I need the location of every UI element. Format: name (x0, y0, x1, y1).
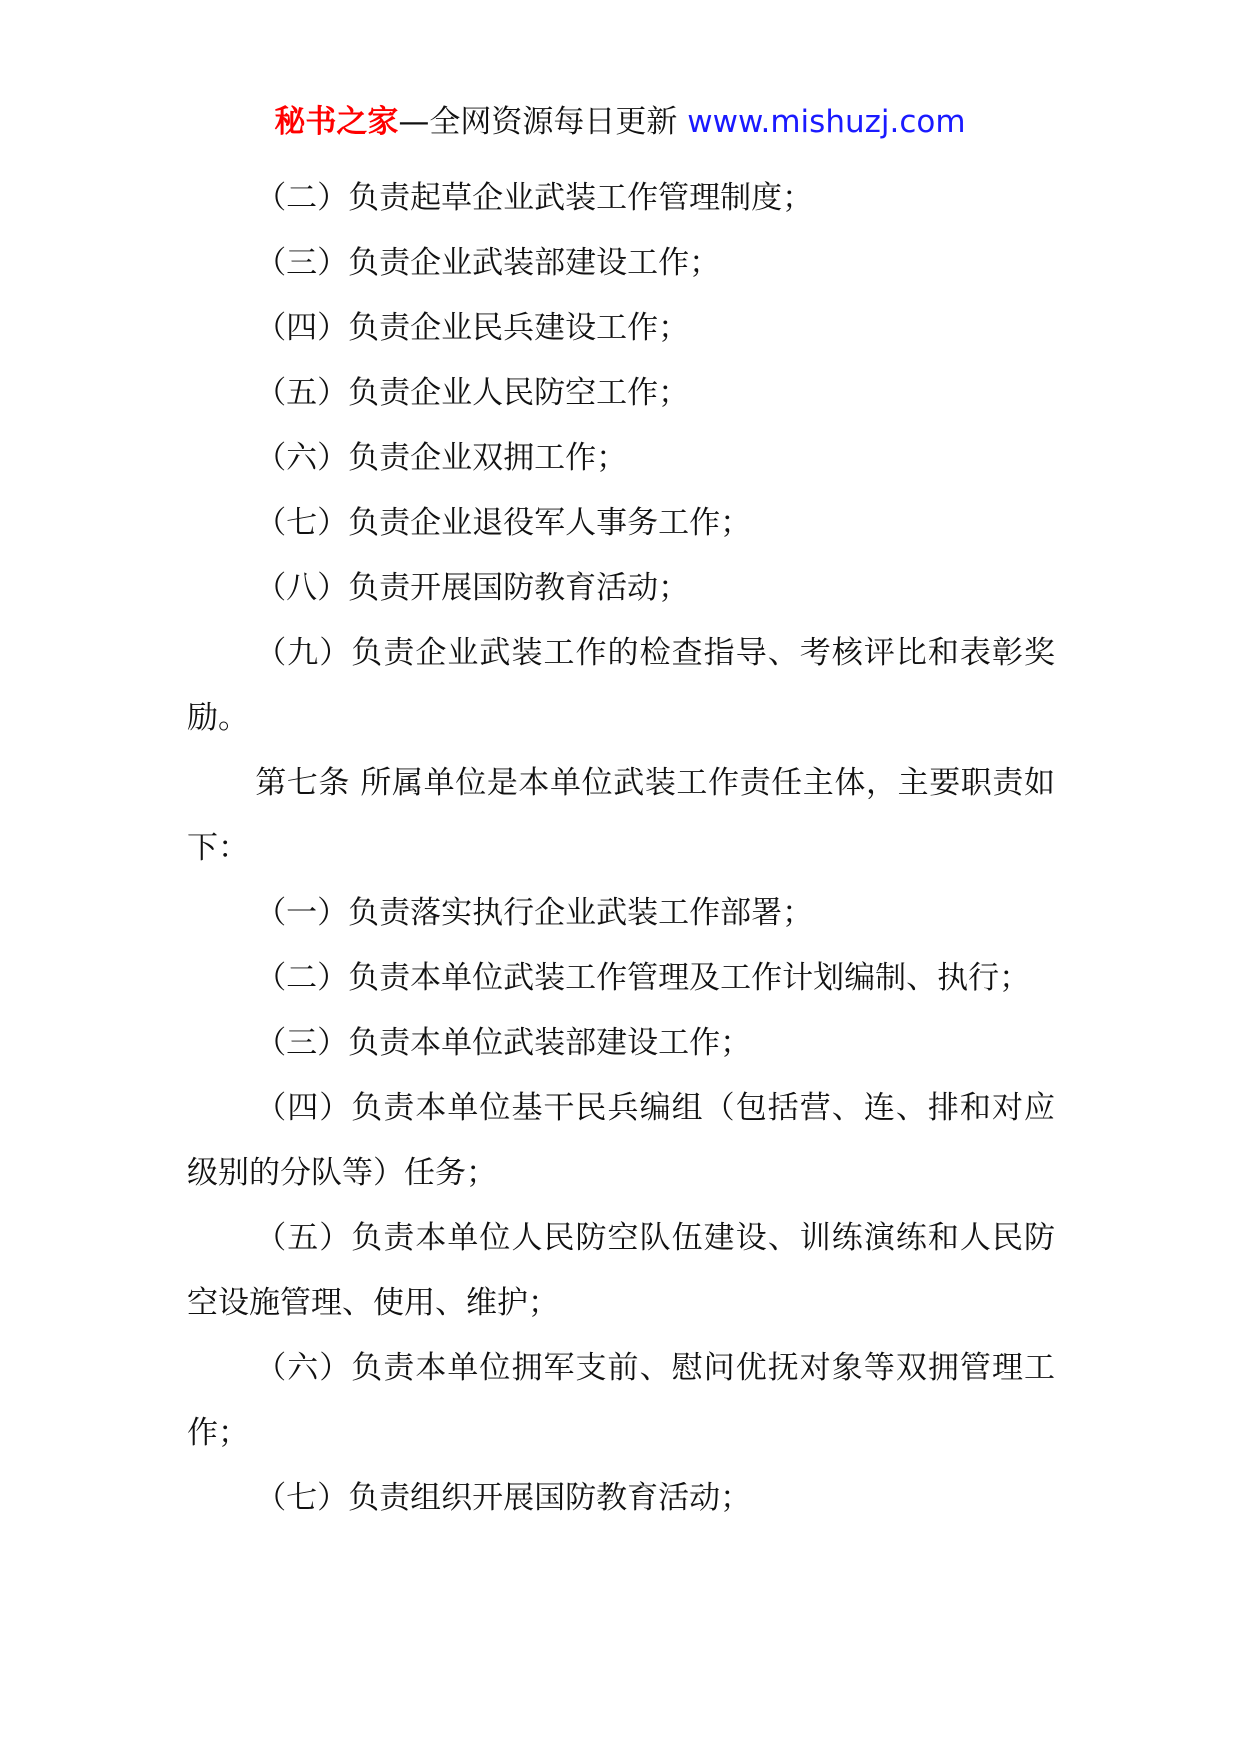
website-link[interactable]: www.mishuzj.com (687, 104, 966, 140)
paragraph-duty-9: （九）负责企业武装工作的检查指导、考核评比和表彰奖励。 (187, 635, 1055, 736)
paragraph-duty-6: （六）负责企业双拥工作； (255, 440, 628, 476)
paragraph-duty-8: （八）负责开展国防教育活动； (255, 570, 690, 606)
paragraph-unit-duty-1: （一）负责落实执行企业武装工作部署； (255, 895, 814, 931)
paragraph-duty-5: （五）负责企业人民防空工作； (255, 375, 690, 411)
article-7-heading: 第七条 所属单位是本单位武装工作责任主体，主要职责如下： (187, 765, 1055, 866)
paragraph-unit-duty-2: （二）负责本单位武装工作管理及工作计划编制、执行； (255, 960, 1031, 996)
paragraph-unit-duty-5: （五）负责本单位人民防空队伍建设、训练演练和人民防空设施管理、使用、维护； (187, 1220, 1055, 1321)
paragraph-unit-duty-3: （三）负责本单位武装部建设工作； (255, 1025, 752, 1061)
paragraph-unit-duty-4: （四）负责本单位基干民兵编组（包括营、连、排和对应级别的分队等）任务； (187, 1090, 1055, 1191)
paragraph-duty-2: （二）负责起草企业武装工作管理制度； (255, 180, 814, 216)
document-body (187, 166, 1055, 1531)
page-header (0, 102, 1240, 142)
brand-name: 秘书之家 (274, 104, 399, 140)
paragraph-duty-7: （七）负责企业退役军人事务工作； (255, 505, 752, 541)
paragraph-duty-3: （三）负责企业武装部建设工作； (255, 245, 721, 281)
paragraph-unit-duty-7: （七）负责组织开展国防教育活动； (255, 1480, 752, 1516)
header-tagline: —全网资源每日更新 (398, 104, 678, 140)
paragraph-unit-duty-6: （六）负责本单位拥军支前、慰问优抚对象等双拥管理工作； (187, 1350, 1055, 1451)
paragraph-duty-4: （四）负责企业民兵建设工作； (255, 310, 690, 346)
